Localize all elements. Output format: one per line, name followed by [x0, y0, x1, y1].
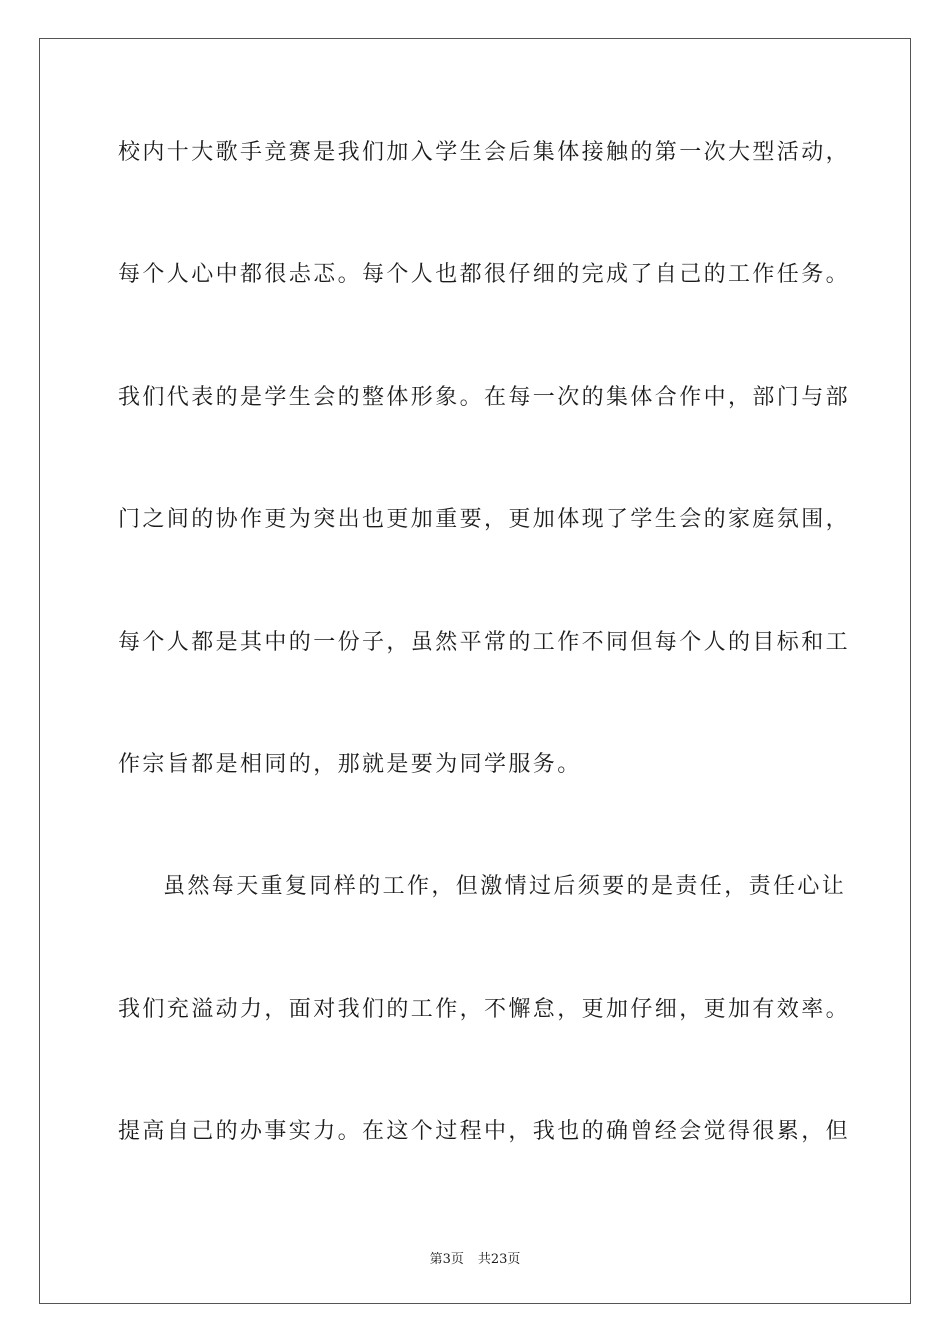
text-line: 每个人都是其中的一份子，虽然平常的工作不同但每个人的目标和工: [118, 630, 851, 655]
total-pages: 共23页: [477, 1252, 521, 1267]
text-line: 我们代表的是学生会的整体形象。在每一次的集体合作中，部门与部: [118, 385, 851, 410]
text-line: 作宗旨都是相同的，那就是要为同学服务。: [118, 752, 582, 777]
text-line: 校内十大歌手竞赛是我们加入学生会后集体接触的第一次大型活动，: [118, 140, 851, 165]
current-page-number: 第3页: [429, 1252, 464, 1267]
text-line: 我们充溢动力，面对我们的工作，不懈怠，更加仔细，更加有效率。: [118, 997, 851, 1022]
text-line: 提高自己的办事实力。在这个过程中，我也的确曾经会觉得很累，但: [118, 1119, 851, 1144]
text-line: 门之间的协作更为突出也更加重要，更加体现了学生会的家庭氛围，: [118, 507, 851, 532]
page-footer: [0, 1248, 950, 1267]
text-line: 每个人心中都很忐忑。每个人也都很仔细的完成了自己的工作任务。: [118, 262, 851, 287]
page-border: [39, 38, 911, 1304]
paragraph-first-line: 虽然每天重复同样的工作，但激情过后须要的是责任，责任心让: [163, 874, 847, 899]
